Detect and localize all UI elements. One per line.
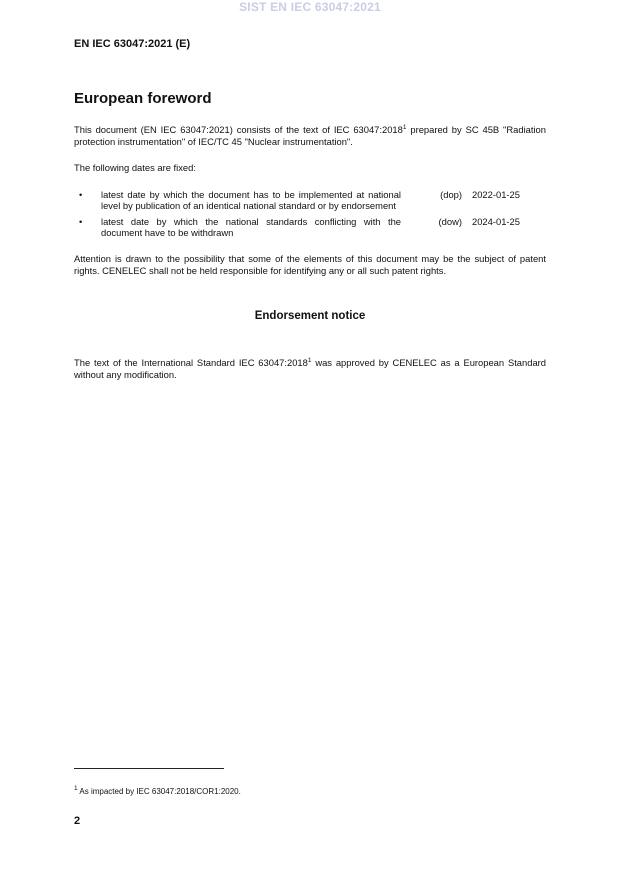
endorsement-text bbox=[74, 357, 546, 381]
intro-text-b: prepared by SC 45B "Radiation protection instrumentation" of IEC/TC 45 "Nuclear instrumentation". bbox=[74, 124, 546, 147]
endorsement-text-a: The text of the International Standard IEC 63047:2018 bbox=[74, 357, 308, 368]
date-description: latest date by which the national standards conflicting with the document have to be withdrawn bbox=[101, 216, 401, 238]
date-row-dow bbox=[74, 216, 546, 238]
date-description: latest date by which the document has to be implemented at national level by publication of an identical national standard or by endorsement bbox=[101, 189, 401, 211]
bullet-icon: • bbox=[79, 216, 83, 227]
footnote-separator bbox=[74, 768, 224, 769]
foreword-intro bbox=[74, 124, 546, 148]
dates-list bbox=[74, 189, 546, 243]
footnote-marker: 1 bbox=[74, 785, 78, 792]
watermark: SIST EN IEC 63047:2021 bbox=[239, 0, 381, 14]
date-value: 2022-01-25 bbox=[472, 189, 520, 200]
bullet-icon: • bbox=[79, 189, 83, 200]
page-number: 2 bbox=[74, 815, 81, 827]
document-id-header: EN IEC 63047:2021 (E) bbox=[74, 38, 191, 50]
date-code: (dop) bbox=[440, 189, 462, 200]
patent-note: Attention is drawn to the possibility that some of the elements of this document may be the subject of patent rights. CENELEC shall not be held responsible for identifying any or all such patent rights. bbox=[74, 253, 546, 276]
footnote-ref: 1 bbox=[307, 357, 312, 364]
date-value: 2024-01-25 bbox=[472, 216, 520, 227]
intro-text-a: This document (EN IEC 63047:2021) consists of the text of IEC 63047:2018 bbox=[74, 124, 403, 135]
foreword-title: European foreword bbox=[74, 90, 212, 107]
endorsement-title: Endorsement notice bbox=[254, 310, 366, 322]
dates-intro: The following dates are fixed: bbox=[74, 162, 196, 173]
footnote bbox=[74, 787, 241, 796]
date-row-dop bbox=[74, 189, 546, 211]
endorsement-text-b: was approved by CENELEC as a European Standard without any modification. bbox=[74, 357, 546, 380]
footnote-text: As impacted by IEC 63047:2018/COR1:2020. bbox=[77, 787, 241, 796]
footnote-ref: 1 bbox=[402, 124, 407, 131]
date-code: (dow) bbox=[438, 216, 462, 227]
